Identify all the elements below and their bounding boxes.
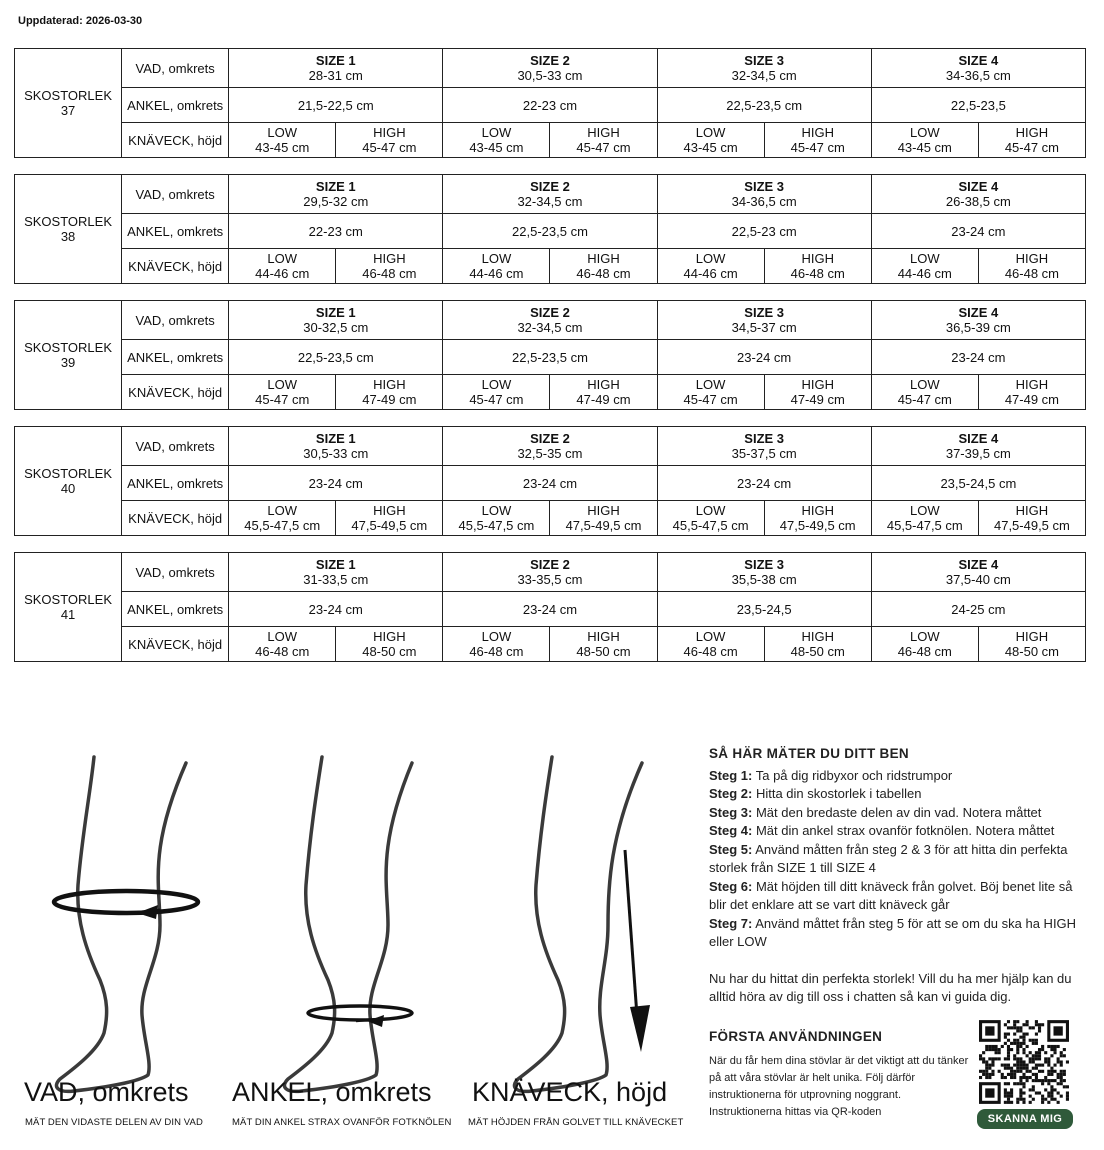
- row-label-knaveck: KNÄVECK, höjd: [122, 627, 229, 662]
- knaveck-low-cell: LOW 45-47 cm: [657, 375, 764, 410]
- vad-cell: SIZE 1 31-33,5 cm: [229, 553, 443, 592]
- knaveck-high-cell: HIGH 47-49 cm: [978, 375, 1085, 410]
- arrow-icon: [137, 905, 158, 919]
- row-label-knaveck: KNÄVECK, höjd: [122, 249, 229, 284]
- size-table-41: [14, 552, 1086, 662]
- knaveck-low-cell: LOW 45-47 cm: [871, 375, 978, 410]
- howto-step: Steg 2: Hitta din skostorlek i tabellen: [709, 786, 922, 801]
- vad-cell: SIZE 2 32,5-35 cm: [443, 427, 657, 466]
- vad-cell: SIZE 3 34,5-37 cm: [657, 301, 871, 340]
- row-label-knaveck: KNÄVECK, höjd: [122, 501, 229, 536]
- height-arrow-icon: [625, 850, 638, 1030]
- knaveck-high-cell: HIGH 45-47 cm: [978, 123, 1085, 158]
- ankel-cell: 24-25 cm: [871, 592, 1085, 627]
- size-table-39: [14, 300, 1086, 410]
- shoe-size-cell: SKOSTORLEK 38: [15, 175, 122, 284]
- ankel-cell: 23,5-24,5: [657, 592, 871, 627]
- shoe-size-cell: SKOSTORLEK 37: [15, 49, 122, 158]
- shoe-size-cell: SKOSTORLEK 39: [15, 301, 122, 410]
- ankle-tape-icon: [308, 1006, 412, 1020]
- knaveck-high-cell: HIGH 47-49 cm: [764, 375, 871, 410]
- knaveck-low-cell: LOW 44-46 cm: [443, 249, 550, 284]
- vad-cell: SIZE 4 26-38,5 cm: [871, 175, 1085, 214]
- ankel-cell: 23-24 cm: [443, 592, 657, 627]
- knaveck-high-cell: HIGH 47,5-49,5 cm: [764, 501, 871, 536]
- illus-subcaption-knaveck: MÄT HÖJDEN FRÅN GOLVET TILL KNÄVECKET: [468, 1117, 684, 1128]
- ankel-cell: 23-24 cm: [229, 592, 443, 627]
- ankel-cell: 23-24 cm: [443, 466, 657, 501]
- knaveck-high-cell: HIGH 48-50 cm: [550, 627, 657, 662]
- size-table-40: [14, 426, 1086, 536]
- row-label-knaveck: KNÄVECK, höjd: [122, 123, 229, 158]
- knee-height-icon: [514, 757, 642, 1091]
- knaveck-low-cell: LOW 46-48 cm: [871, 627, 978, 662]
- knaveck-low-cell: LOW 46-48 cm: [229, 627, 336, 662]
- knaveck-high-cell: HIGH 45-47 cm: [550, 123, 657, 158]
- row-label-ankel: ANKEL, omkrets: [122, 466, 229, 501]
- scan-me-button[interactable]: SKANNA MIG: [977, 1109, 1073, 1129]
- vad-cell: SIZE 2 32-34,5 cm: [443, 301, 657, 340]
- vad-cell: SIZE 3 35-37,5 cm: [657, 427, 871, 466]
- ankel-cell: 22-23 cm: [443, 88, 657, 123]
- ankel-cell: 23-24 cm: [657, 340, 871, 375]
- vad-cell: SIZE 4 37,5-40 cm: [871, 553, 1085, 592]
- knaveck-low-cell: LOW 45,5-47,5 cm: [871, 501, 978, 536]
- knaveck-high-cell: HIGH 46-48 cm: [336, 249, 443, 284]
- knaveck-high-cell: HIGH 47,5-49,5 cm: [978, 501, 1085, 536]
- knaveck-low-cell: LOW 43-45 cm: [657, 123, 764, 158]
- knaveck-high-cell: HIGH 46-48 cm: [978, 249, 1085, 284]
- knaveck-high-cell: HIGH 48-50 cm: [336, 627, 443, 662]
- knaveck-low-cell: LOW 43-45 cm: [229, 123, 336, 158]
- vad-cell: SIZE 3 34-36,5 cm: [657, 175, 871, 214]
- howto-title: SÅ HÄR MÄTER DU DITT BEN: [709, 746, 909, 761]
- knaveck-high-cell: HIGH 48-50 cm: [978, 627, 1085, 662]
- ankle-measure-icon: [284, 757, 412, 1091]
- howto-step: Steg 1: Ta på dig ridbyxor och ridstrumpor: [709, 767, 953, 783]
- illus-subcaption-vad: MÄT DEN VIDASTE DELEN AV DIN VAD: [25, 1117, 203, 1128]
- ankel-cell: 23,5-24,5 cm: [871, 466, 1085, 501]
- howto-step: Steg 7: Använd måttet från steg 5 för att se om du ska ha HIGH eller LOW: [709, 915, 1077, 949]
- vad-cell: SIZE 1 30-32,5 cm: [229, 301, 443, 340]
- knaveck-low-cell: LOW 45,5-47,5 cm: [657, 501, 764, 536]
- row-label-vad: VAD, omkrets: [122, 175, 229, 214]
- howto-step: Steg 4: Mät din ankel strax ovanför fotknölen. Notera måttet: [709, 823, 1055, 838]
- illus-caption-ankel: ANKEL, omkrets: [232, 1077, 432, 1107]
- row-label-ankel: ANKEL, omkrets: [122, 592, 229, 627]
- knaveck-high-cell: HIGH 47,5-49,5 cm: [336, 501, 443, 536]
- vad-cell: SIZE 2 30,5-33 cm: [443, 49, 657, 88]
- vad-cell: SIZE 3 35,5-38 cm: [657, 553, 871, 592]
- knaveck-low-cell: LOW 45-47 cm: [443, 375, 550, 410]
- vad-cell: SIZE 1 30,5-33 cm: [229, 427, 443, 466]
- vad-cell: SIZE 2 32-34,5 cm: [443, 175, 657, 214]
- knaveck-high-cell: HIGH 47,5-49,5 cm: [550, 501, 657, 536]
- knaveck-low-cell: LOW 46-48 cm: [443, 627, 550, 662]
- calf-tape-icon: [54, 891, 198, 913]
- row-label-ankel: ANKEL, omkrets: [122, 340, 229, 375]
- first-use-text: När du får hem dina stövlar är det viktigt att du tänker på att våra stövlar är helt unika. Följ därför instruktionerna för utprovning noggrant. Instruktionerna hittas via QR-koden: [709, 1055, 969, 1118]
- ankel-cell: 22,5-23,5 cm: [443, 214, 657, 249]
- howto-outro: Nu har du hittat din perfekta storlek! Vill du ha mer hjälp kan du alltid höra av dig till oss i chatten så kan vi guida dig.: [709, 970, 1072, 1004]
- first-use-section: [709, 1028, 969, 1121]
- knaveck-low-cell: LOW 45,5-47,5 cm: [229, 501, 336, 536]
- knaveck-high-cell: HIGH 46-48 cm: [764, 249, 871, 284]
- ankel-cell: 22,5-23,5: [871, 88, 1085, 123]
- ankel-cell: 22-23 cm: [229, 214, 443, 249]
- ankel-cell: 22,5-23,5 cm: [443, 340, 657, 375]
- ankel-cell: 22,5-23,5 cm: [657, 88, 871, 123]
- knaveck-high-cell: HIGH 45-47 cm: [764, 123, 871, 158]
- knaveck-low-cell: LOW 46-48 cm: [657, 627, 764, 662]
- size-table-37: [14, 48, 1086, 158]
- howto-step: Steg 3: Mät den bredaste delen av din vad. Notera måttet: [709, 804, 1042, 820]
- row-label-ankel: ANKEL, omkrets: [122, 214, 229, 249]
- measurement-illustrations: [10, 745, 700, 1135]
- knaveck-high-cell: HIGH 48-50 cm: [764, 627, 871, 662]
- shoe-size-cell: SKOSTORLEK 41: [15, 553, 122, 662]
- knaveck-low-cell: LOW 43-45 cm: [443, 123, 550, 158]
- illus-caption-knaveck: KNÄVECK, höjd: [472, 1077, 668, 1107]
- vad-cell: SIZE 3 32-34,5 cm: [657, 49, 871, 88]
- howto-step: Steg 5: Använd måtten från steg 2 & 3 för att hitta din perfekta storlek från SIZE 1 till SIZE 4: [709, 841, 1068, 875]
- vad-cell: SIZE 4 37-39,5 cm: [871, 427, 1085, 466]
- knaveck-low-cell: LOW 44-46 cm: [229, 249, 336, 284]
- ankel-cell: 23-24 cm: [657, 466, 871, 501]
- knaveck-low-cell: LOW 45-47 cm: [229, 375, 336, 410]
- ankel-cell: 23-24 cm: [229, 466, 443, 501]
- vad-cell: SIZE 2 33-35,5 cm: [443, 553, 657, 592]
- knaveck-high-cell: HIGH 47-49 cm: [336, 375, 443, 410]
- vad-cell: SIZE 4 36,5-39 cm: [871, 301, 1085, 340]
- ankel-cell: 21,5-22,5 cm: [229, 88, 443, 123]
- knaveck-low-cell: LOW 44-46 cm: [871, 249, 978, 284]
- knaveck-high-cell: HIGH 46-48 cm: [550, 249, 657, 284]
- howto-section: [709, 745, 1089, 1007]
- size-table-38: [14, 174, 1086, 284]
- ankel-cell: 23-24 cm: [871, 214, 1085, 249]
- first-use-title: FÖRSTA ANVÄNDNINGEN: [709, 1029, 883, 1044]
- updated-date: Uppdaterad: 2026-03-30: [18, 15, 143, 27]
- shoe-size-cell: SKOSTORLEK 40: [15, 427, 122, 536]
- knaveck-low-cell: LOW 43-45 cm: [871, 123, 978, 158]
- knaveck-high-cell: HIGH 47-49 cm: [550, 375, 657, 410]
- knaveck-low-cell: LOW 44-46 cm: [657, 249, 764, 284]
- calf-measure-icon: [56, 757, 186, 1091]
- knaveck-high-cell: HIGH 45-47 cm: [336, 123, 443, 158]
- ankel-cell: 22,5-23,5 cm: [229, 340, 443, 375]
- vad-cell: SIZE 4 34-36,5 cm: [871, 49, 1085, 88]
- knaveck-low-cell: LOW 45,5-47,5 cm: [443, 501, 550, 536]
- vad-cell: SIZE 1 28-31 cm: [229, 49, 443, 88]
- illus-subcaption-ankel: MÄT DIN ANKEL STRAX OVANFÖR FOTKNÖLEN: [232, 1117, 452, 1128]
- illus-caption-vad: VAD, omkrets: [24, 1077, 189, 1107]
- ankel-cell: 23-24 cm: [871, 340, 1085, 375]
- ankel-cell: 22,5-23 cm: [657, 214, 871, 249]
- row-label-knaveck: KNÄVECK, höjd: [122, 375, 229, 410]
- howto-step: Steg 6: Mät höjden till ditt knäveck från golvet. Böj benet lite så blir det enklare att se vart ditt knäveck går: [709, 878, 1073, 912]
- row-label-ankel: ANKEL, omkrets: [122, 88, 229, 123]
- vad-cell: SIZE 1 29,5-32 cm: [229, 175, 443, 214]
- row-label-vad: VAD, omkrets: [122, 427, 229, 466]
- row-label-vad: VAD, omkrets: [122, 49, 229, 88]
- row-label-vad: VAD, omkrets: [122, 301, 229, 340]
- qr-block[interactable]: [979, 1020, 1069, 1130]
- qr-code-icon[interactable]: [979, 1020, 1069, 1104]
- row-label-vad: VAD, omkrets: [122, 553, 229, 592]
